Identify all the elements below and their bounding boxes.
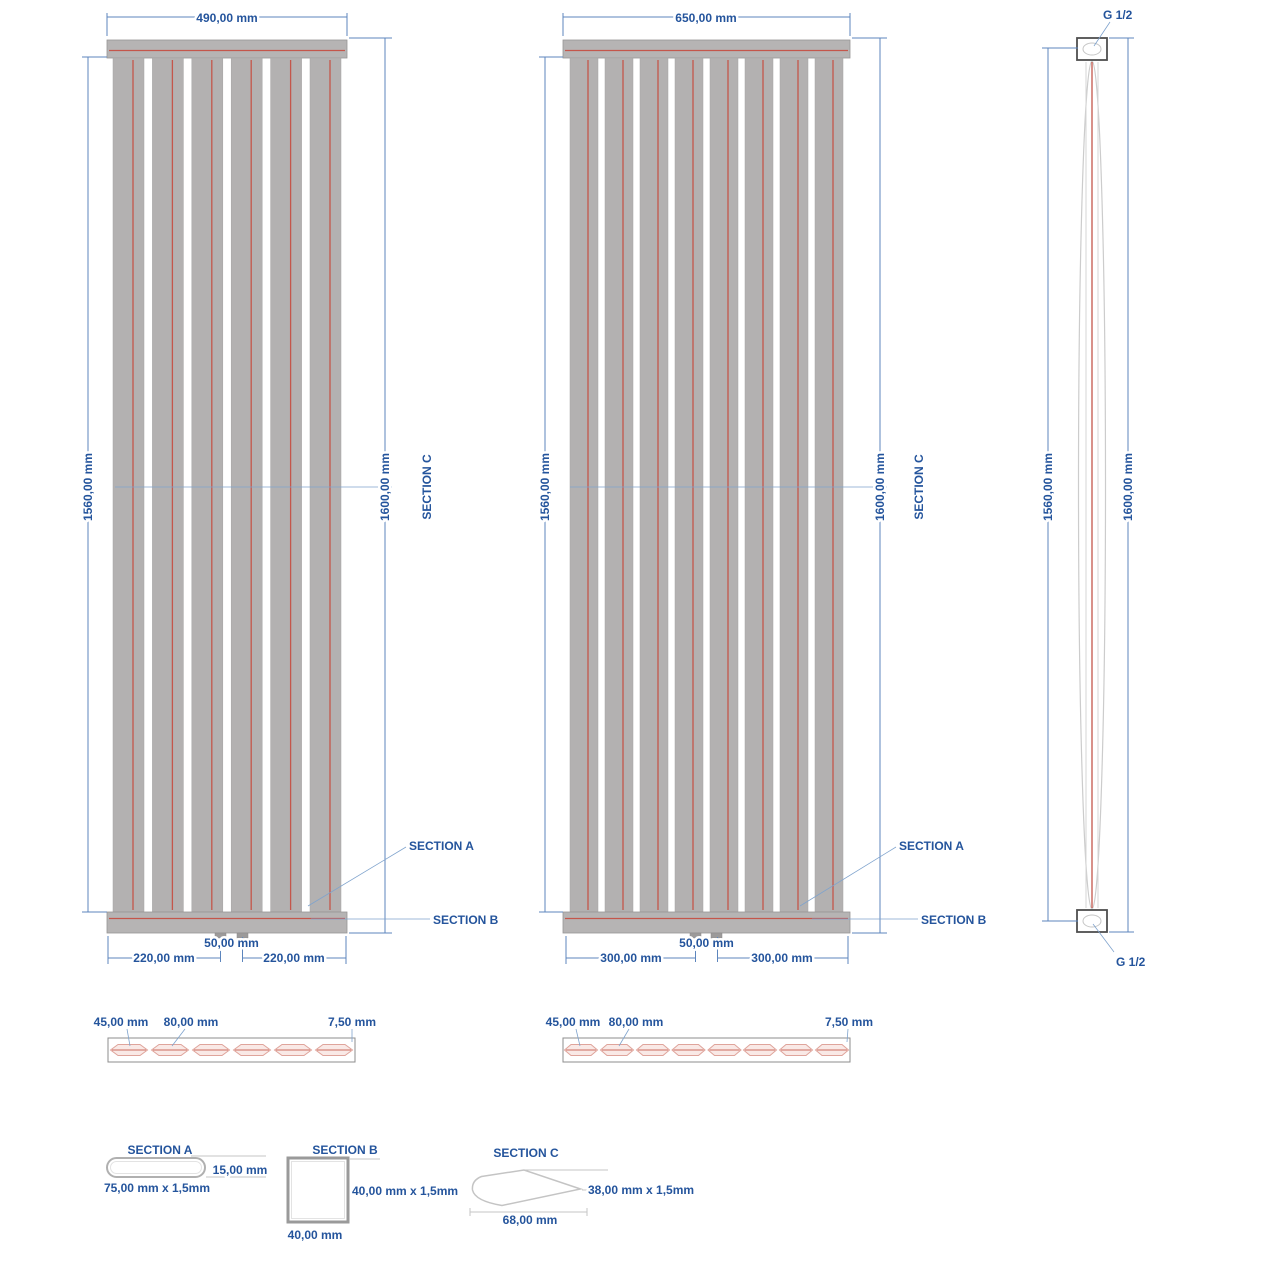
radiator-side-view: [1041, 8, 1146, 969]
profile-c-size-label: 38,00 mm x 1,5mm: [588, 1183, 695, 1197]
core-height-dimension: [538, 57, 563, 912]
radiator-panel: [815, 58, 843, 912]
overall-height-label: 1600,00 mm: [1121, 452, 1135, 522]
bottom-dimensions: [566, 936, 848, 965]
end-gap-label: 7,50 mm: [824, 1015, 874, 1029]
section-b-callout: SECTION B: [433, 913, 499, 927]
profile-a-shape: [107, 1158, 205, 1177]
radiator-panel: [640, 58, 668, 912]
core-height-dimension: [1041, 48, 1078, 921]
panel-profile: [111, 1045, 148, 1056]
panel-profile: [780, 1045, 813, 1056]
section-a-leader: [800, 847, 896, 906]
panel-profile: [672, 1045, 705, 1056]
core-height-label: 1560,00 mm: [81, 452, 95, 522]
overall-height-dimension: [1109, 38, 1135, 932]
panel-profile: [708, 1045, 741, 1056]
profile-a-depth-label: 15,00 mm: [212, 1163, 268, 1177]
panel-profile: [816, 1045, 849, 1056]
panel-array: [570, 58, 843, 912]
panel-profile: [565, 1045, 598, 1056]
section-b-callout: SECTION B: [921, 913, 987, 927]
top-header-cap: [107, 40, 347, 58]
panel-profile: [316, 1045, 353, 1056]
panel-pitch-label: 80,00 mm: [163, 1015, 219, 1029]
end-gap-label: 7,50 mm: [327, 1015, 377, 1029]
profile-b-shape: [288, 1158, 348, 1222]
radiator-panel: [271, 58, 302, 912]
top-header-cap: [563, 40, 850, 58]
panel-profile: [601, 1045, 634, 1056]
edge-offset-label: 45,00 mm: [545, 1015, 601, 1029]
offset-left-label: 220,00 mm: [133, 951, 195, 965]
radiator-panel: [570, 58, 598, 912]
section-c-callout: SECTION C: [912, 454, 926, 520]
radiator-panel: [231, 58, 262, 912]
panel-profile: [275, 1045, 312, 1056]
offset-left-label: 300,00 mm: [600, 951, 662, 965]
section-a-callout: SECTION A: [409, 839, 474, 853]
overall-height-label: 1600,00 mm: [378, 452, 392, 522]
panel-profile: [744, 1045, 777, 1056]
valve-spacing-label: 50,00 mm: [679, 936, 734, 950]
section-a-detail: [104, 1143, 267, 1195]
radiator-panel: [710, 58, 738, 912]
offset-right-label: 220,00 mm: [263, 951, 325, 965]
profile-a-size-label: 75,00 mm x 1,5mm: [103, 1181, 211, 1195]
bottom-connection-box: [1077, 910, 1107, 932]
core-height-dimension: [81, 57, 107, 912]
radiator-650-front-view: [538, 11, 987, 965]
section-c-callout: SECTION C: [420, 454, 434, 520]
offset-right-label: 300,00 mm: [751, 951, 813, 965]
radiator-panel: [605, 58, 633, 912]
profile-c-width-label: 68,00 mm: [502, 1213, 558, 1227]
top-cross-section-650: [546, 1015, 873, 1062]
section-b-detail: [288, 1143, 458, 1242]
bottom-header-cap: [107, 912, 347, 933]
radiator-panel: [192, 58, 223, 912]
valve-spacing-label: 50,00 mm: [204, 936, 259, 950]
width-label: 490,00 mm: [196, 11, 258, 25]
radiator-panel: [675, 58, 703, 912]
top-connection-label: G 1/2: [1103, 8, 1133, 22]
top-connection-box: [1077, 38, 1107, 60]
panel-profile: [637, 1045, 670, 1056]
radiator-panel: [113, 58, 144, 912]
panel-array: [113, 58, 341, 912]
width-label: 650,00 mm: [675, 11, 737, 25]
radiator-panel: [745, 58, 773, 912]
section-c-title: SECTION C: [493, 1146, 559, 1160]
top-cross-section-490: [94, 1015, 376, 1062]
bottom-dimensions: [108, 936, 346, 965]
width-dimension: [563, 11, 850, 36]
panel-profile: [152, 1045, 189, 1056]
section-c-detail: [470, 1146, 694, 1227]
profile-b-width-label: 40,00 mm: [287, 1228, 343, 1242]
profile-c-shape: [472, 1170, 580, 1206]
overall-height-label: 1600,00 mm: [873, 452, 887, 522]
section-a-title: SECTION A: [127, 1143, 193, 1157]
panel-profile: [193, 1045, 230, 1056]
core-height-label: 1560,00 mm: [538, 452, 552, 522]
bottom-header-cap: [563, 912, 850, 933]
panel-pitch-label: 80,00 mm: [608, 1015, 664, 1029]
radiator-490-front-view: [81, 11, 499, 965]
edge-offset-label: 45,00 mm: [93, 1015, 149, 1029]
radiator-panel: [152, 58, 183, 912]
radiator-panel: [780, 58, 808, 912]
radiator-panel: [310, 58, 341, 912]
panel-profile: [234, 1045, 271, 1056]
width-dimension: [107, 11, 347, 36]
core-height-label: 1560,00 mm: [1041, 452, 1055, 522]
profile-b-size-label: 40,00 mm x 1,5mm: [352, 1184, 459, 1198]
section-a-callout: SECTION A: [899, 839, 964, 853]
bottom-connection-label: G 1/2: [1116, 955, 1146, 969]
section-b-title: SECTION B: [312, 1143, 378, 1157]
